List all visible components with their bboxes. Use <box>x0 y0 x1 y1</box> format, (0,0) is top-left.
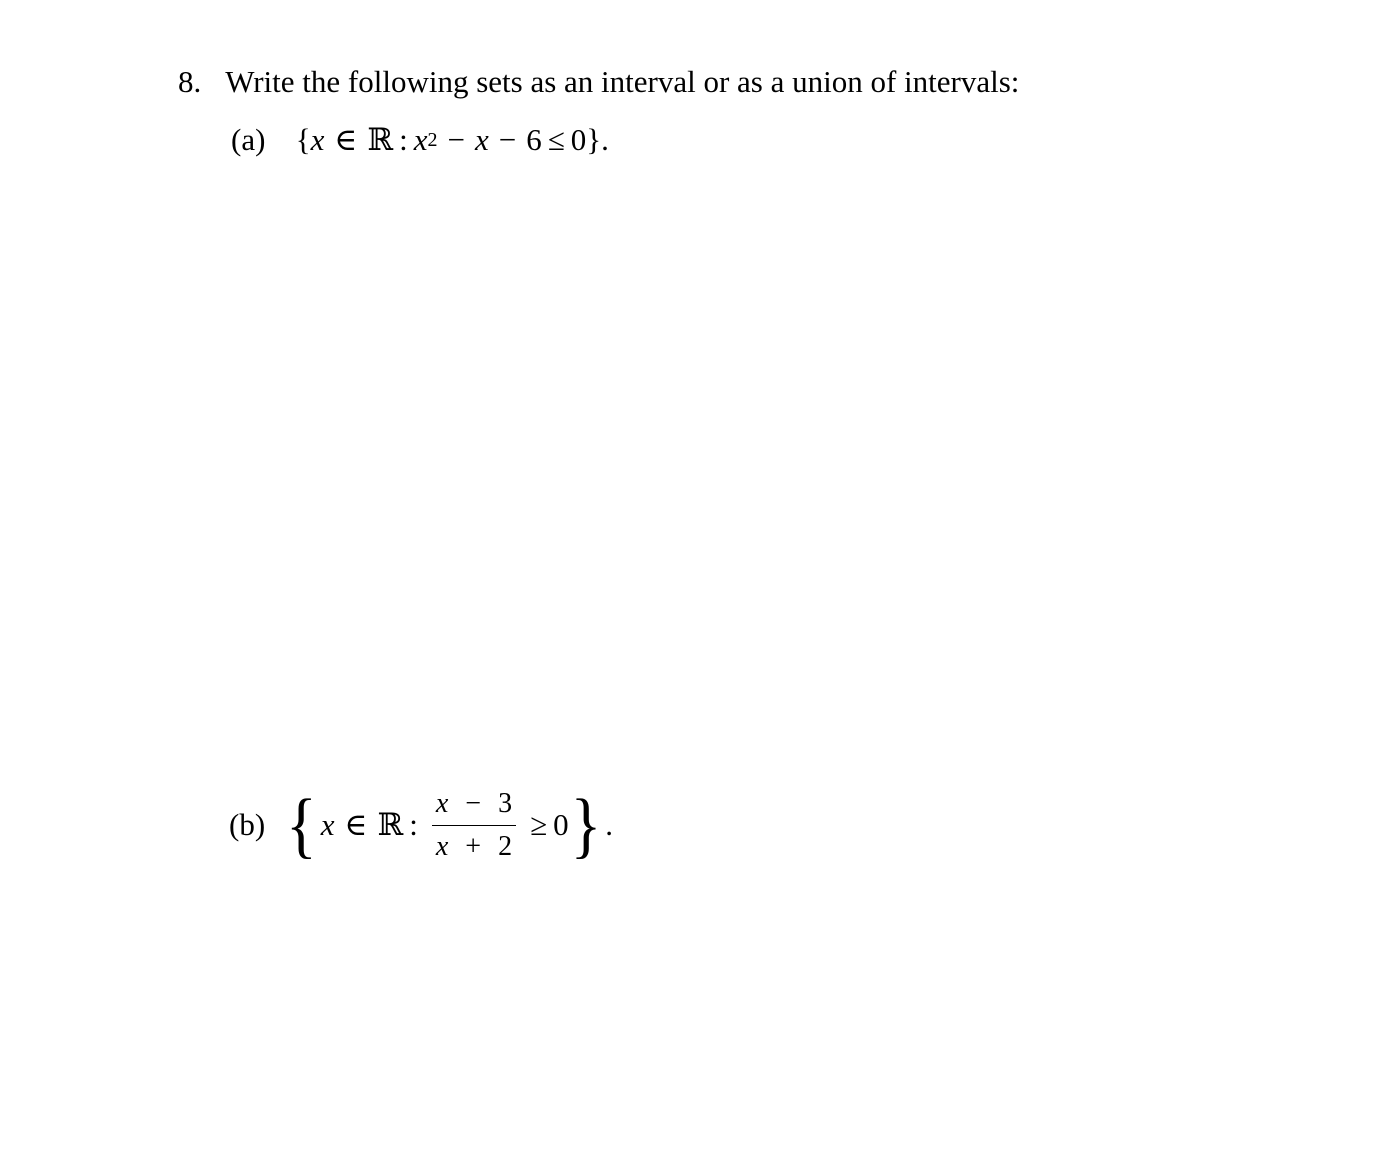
part-a-minus-1: − <box>447 122 465 157</box>
part-a-const: 6 <box>526 122 542 157</box>
part-b-open-brace: { <box>286 783 317 866</box>
problem-number: 8. <box>178 64 202 99</box>
part-b-rhs: 0 <box>553 807 569 842</box>
part-b-denominator-const: 2 <box>498 830 513 862</box>
part-b-reals: ℝ <box>377 807 404 843</box>
part-b-numerator-x: x <box>435 787 449 819</box>
part-b-close-brace: } <box>570 783 602 866</box>
part-b-denominator-op: + <box>465 830 482 862</box>
problem-text: Write the following sets as an interval or as a union of intervals: <box>225 64 1020 99</box>
part-b-denominator <box>432 826 516 864</box>
part-b-numerator <box>432 787 516 826</box>
part-b <box>229 780 613 870</box>
part-a-close: }. <box>586 122 609 157</box>
part-a-colon: : <box>399 122 408 157</box>
part-b-denominator-x: x <box>435 830 449 862</box>
problem-statement <box>178 62 1019 102</box>
part-a-open-brace: { <box>295 122 311 157</box>
part-b-numerator-const: 3 <box>498 787 513 819</box>
part-b-in: ∈ <box>344 807 368 842</box>
part-b-numerator-op: − <box>465 787 482 819</box>
part-b-label: (b) <box>229 807 266 842</box>
part-b-relation: ≥ <box>530 807 548 842</box>
part-a-rhs: 0 <box>570 122 587 157</box>
part-b-set <box>286 783 614 866</box>
part-a-expr-x: x <box>413 122 428 157</box>
part-a-set: { x ∈ ℝ : x 2 − x − 6 ≤ 0 }. <box>295 122 609 158</box>
part-a-minus-2: − <box>498 122 517 157</box>
part-b-fraction <box>432 787 516 864</box>
part-a-expr-x2: x <box>475 122 489 157</box>
part-a <box>231 120 609 160</box>
part-a-var: x <box>310 122 325 157</box>
part-a-label: (a) <box>231 122 266 157</box>
part-a-relation: ≤ <box>547 122 565 157</box>
part-a-in: ∈ <box>334 122 358 157</box>
part-b-period: . <box>605 807 614 842</box>
part-b-colon: : <box>409 807 418 842</box>
part-b-var: x <box>320 807 335 842</box>
part-a-reals: ℝ <box>367 122 394 158</box>
